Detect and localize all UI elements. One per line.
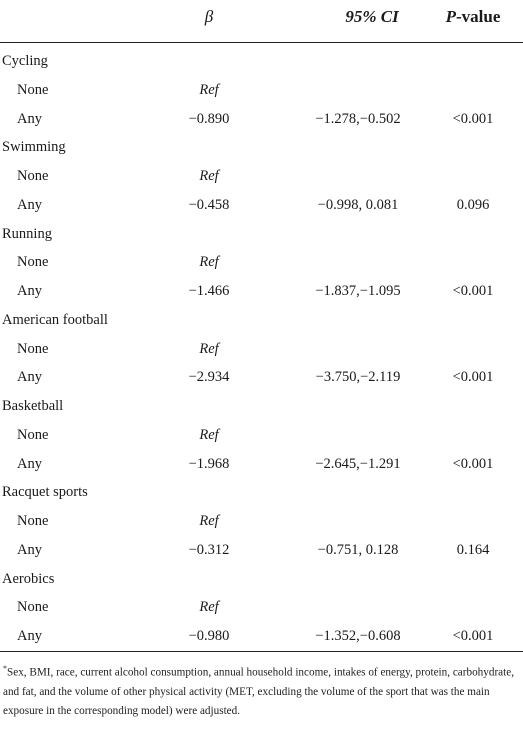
group-row xyxy=(0,567,523,596)
row-label: None xyxy=(17,599,49,616)
row-label: Any xyxy=(17,283,42,299)
table-footnote: *Sex, BMI, race, current alcohol consumption, annual household income, intakes of energy, protein, carbohydrate, and fat, and the volume of other physical activity (MET, excluding the volume of the sport that was the main exposure in the corresponding model) were adjusted. xyxy=(3,664,515,717)
table-row xyxy=(0,509,523,538)
ci-cell: −1.278,−0.502 xyxy=(315,110,401,127)
ci-cell: −1.352,−0.608 xyxy=(315,628,401,644)
p-value-cell: 0.096 xyxy=(456,196,490,213)
row-label: None xyxy=(17,513,49,529)
group-row xyxy=(0,480,523,509)
beta-cell: −1.968 xyxy=(188,455,230,472)
row-label: Any xyxy=(17,628,42,644)
group-label: Running xyxy=(2,225,52,242)
table-row xyxy=(0,107,523,136)
beta-cell: −1.466 xyxy=(188,283,230,299)
group-label: Racquet sports xyxy=(2,484,88,501)
beta-cell: −0.980 xyxy=(188,628,230,644)
p-value-cell: <0.001 xyxy=(452,110,494,127)
header-rule xyxy=(0,42,523,43)
group-row xyxy=(0,308,523,337)
group-label: American football xyxy=(2,311,108,328)
group-label: Basketball xyxy=(2,398,64,414)
row-label: None xyxy=(17,81,49,98)
table-row xyxy=(0,538,523,567)
row-label: Any xyxy=(17,541,42,558)
row-label: Any xyxy=(17,196,42,213)
row-label: None xyxy=(17,254,49,271)
table-row xyxy=(0,423,523,452)
row-label: Any xyxy=(17,110,42,127)
beta-cell: −0.890 xyxy=(188,110,230,127)
group-label: Cycling xyxy=(2,53,48,69)
ci-cell: −3.750,−2.119 xyxy=(315,369,401,386)
table-row xyxy=(0,452,523,481)
beta-cell: Ref xyxy=(199,599,219,616)
table-row xyxy=(0,595,523,624)
beta-cell: Ref xyxy=(199,254,219,271)
table-body xyxy=(0,49,523,653)
group-label: Aerobics xyxy=(2,570,55,587)
beta-cell: Ref xyxy=(199,426,219,443)
table-row xyxy=(0,279,523,308)
beta-cell: −2.934 xyxy=(188,369,230,386)
table-header: β 95% CI P-value xyxy=(204,7,501,26)
row-label: Any xyxy=(17,455,42,472)
ci-cell: −1.837,−1.095 xyxy=(315,283,401,299)
row-label: None xyxy=(17,168,49,184)
group-row xyxy=(0,49,523,78)
p-value-cell: <0.001 xyxy=(452,369,494,386)
group-row xyxy=(0,394,523,423)
p-value-cell: <0.001 xyxy=(452,628,494,644)
table-row xyxy=(0,78,523,107)
table-row xyxy=(0,365,523,394)
beta-cell: Ref xyxy=(199,340,219,357)
group-row xyxy=(0,135,523,164)
ci-cell: −0.751, 0.128 xyxy=(317,541,399,558)
beta-cell: Ref xyxy=(199,81,219,98)
beta-cell: Ref xyxy=(199,513,219,529)
p-value-cell: <0.001 xyxy=(452,283,494,299)
row-label: None xyxy=(17,340,49,357)
table-row xyxy=(0,337,523,366)
footer-rule xyxy=(0,651,523,652)
ci-cell: −0.998, 0.081 xyxy=(317,196,399,213)
table-row xyxy=(0,624,523,653)
beta-cell: Ref xyxy=(199,168,219,184)
row-label: None xyxy=(17,426,49,443)
beta-cell: −0.458 xyxy=(188,196,230,213)
beta-cell: −0.312 xyxy=(188,541,230,558)
table-row xyxy=(0,164,523,193)
table-row xyxy=(0,193,523,222)
p-value-cell: 0.164 xyxy=(456,541,490,558)
p-value-cell: <0.001 xyxy=(452,455,494,472)
row-label: Any xyxy=(17,369,42,386)
table-row xyxy=(0,250,523,279)
ci-cell: −2.645,−1.291 xyxy=(315,455,401,472)
group-label: Swimming xyxy=(2,139,66,156)
group-row xyxy=(0,222,523,251)
